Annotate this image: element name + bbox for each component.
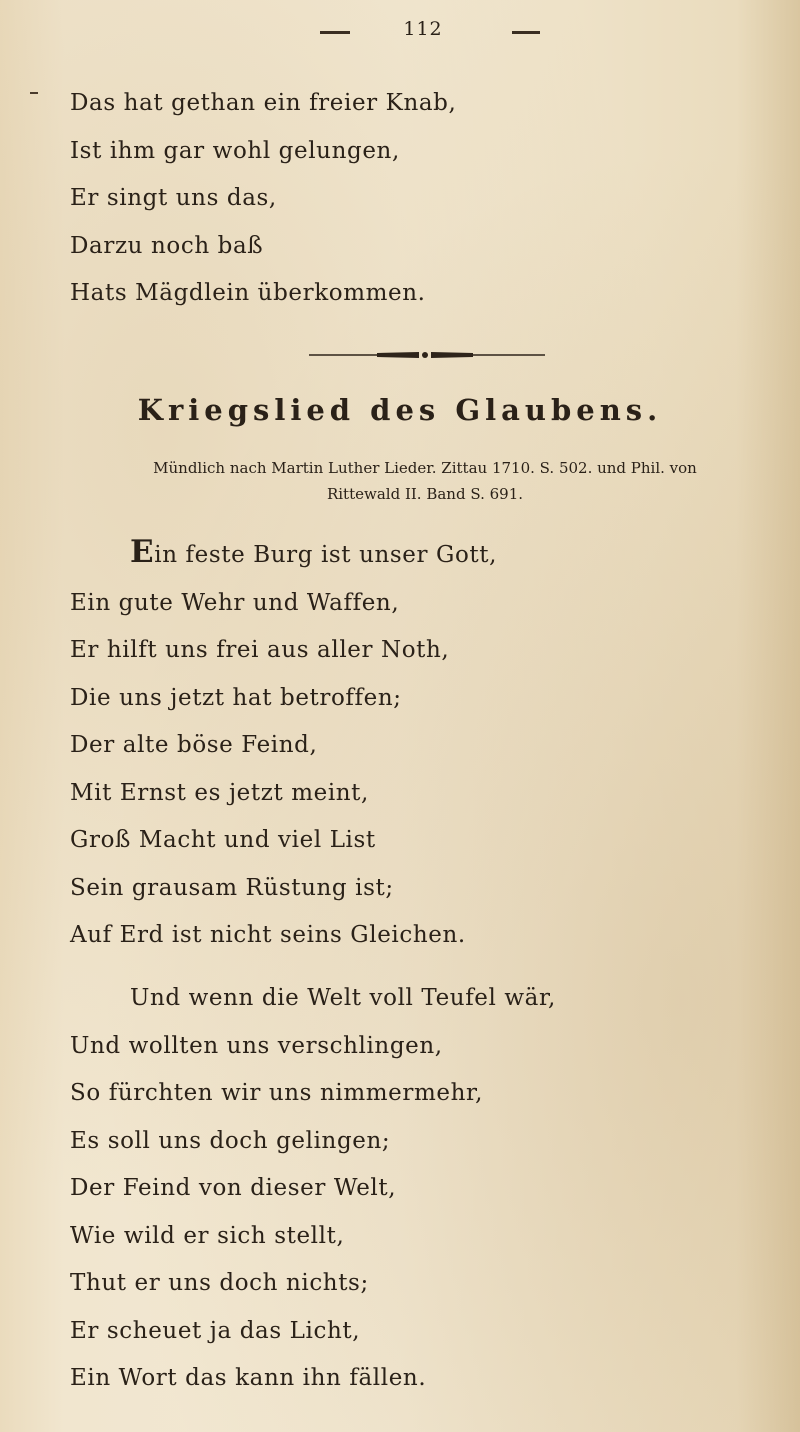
stanza-first (70, 532, 497, 960)
source-line: Rittewald II. Band S. 691. (326, 485, 524, 503)
verse-line: Hats Mägdlein überkommen. (70, 280, 426, 306)
running-head-rule-left (320, 31, 350, 34)
verse-line: Er hilft uns frei aus aller Noth, (70, 637, 450, 663)
verse-line: Ein gute Wehr und Waffen, (70, 589, 400, 616)
verse-line: Und wollten uns verschlingen, (70, 1032, 443, 1059)
source-note (70, 455, 780, 507)
verse-line: Er scheuet ja das Licht, (70, 1317, 361, 1344)
song-title: Kriegslied des Glaubens. (137, 393, 663, 427)
verse-line: Groß Macht und viel List (70, 827, 376, 853)
running-head (0, 18, 800, 44)
verse-line: Thut er uns doch nichts; (70, 1270, 369, 1296)
verse-line: Auf Erd ist nicht seins Gleichen. (70, 922, 466, 948)
verse-line: Er singt uns das, (70, 185, 277, 211)
verse-line: Darzu noch baß (70, 232, 264, 259)
running-head-rule-right (512, 31, 540, 34)
source-line: Mündlich nach Martin Luther Lieder. Zittau 1710. S. 502. und Phil. von (153, 459, 697, 477)
verse-line: Und wenn die Welt voll Teufel wär, (130, 985, 556, 1011)
verse-line: Die uns jetzt hat betroffen; (70, 684, 402, 711)
verse-line-rest: in feste Burg ist unser Gott, (154, 542, 498, 568)
verse-line: Mit Ernst es jetzt meint, (70, 779, 369, 806)
verse-line: Das hat gethan ein freier Knab, (70, 90, 457, 116)
stanza-second (70, 975, 556, 1403)
margin-mark (30, 92, 38, 94)
verse-line: Der Feind von dieser Welt, (70, 1175, 397, 1201)
verse-line: So fürchten wir uns nimmermehr, (70, 1080, 484, 1106)
drop-cap: E (130, 534, 155, 570)
verse-line: Ein Wort das kann ihn fällen. (70, 1365, 427, 1391)
page-number: 112 (403, 18, 443, 40)
stanza-closing (70, 80, 456, 318)
verse-line: Es soll uns doch gelingen; (70, 1127, 391, 1154)
verse-line: Ist ihm gar wohl gelungen, (70, 137, 400, 164)
verse-line-first (70, 532, 497, 580)
verse-line: Wie wild er sich stellt, (70, 1222, 345, 1249)
verse-line: Sein grausam Rüstung ist; (70, 874, 394, 901)
verse-line: Der alte böse Feind, (70, 732, 318, 758)
ornamental-divider (307, 345, 547, 365)
